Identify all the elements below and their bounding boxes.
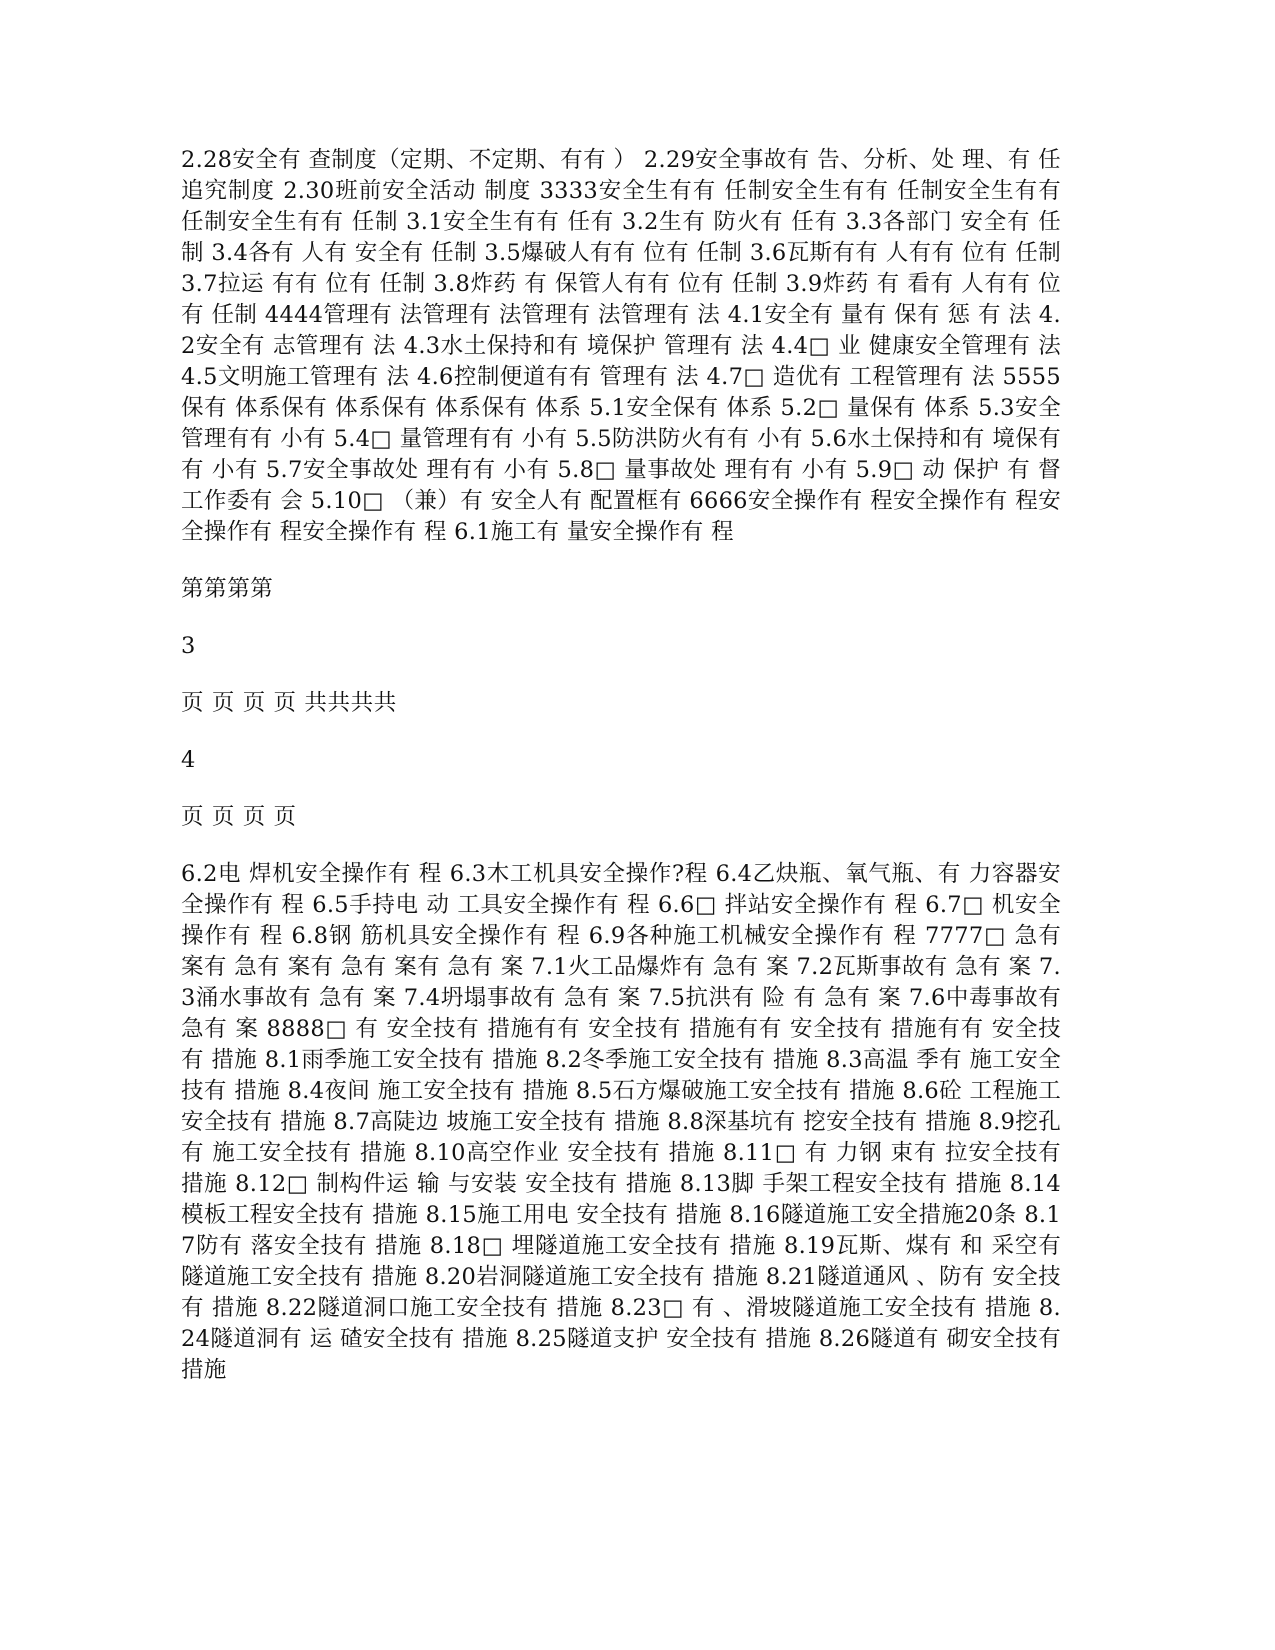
body-paragraph-1: 2.28安全有 查制度（定期、不定期、有有 ） 2.29安全事故有 告、分析、处 理、有 任追究制度 2.30班前安全活动 制度 3333安全生有有 任制安全生有有 任制安全生有有 任制安全生有有 任制 3.1安全生有有 任有 3.2生有 防火有 任有 3.3各部门 安全有 任制 3.4各有 人有 安全有 任制 3.5爆破人有有 位有 任制 3.6瓦斯有有 人有有 位有 任制 3.7拉运 有有 位有 任制 3.8炸药 有 保管人有有 位有 任制 3.9炸药 有 看有 人有有 位有 任制 4444管理有 法管理有 法管理有 法管理有 法 4.1安全有 量有 保有 惩 有 法 4.2安全有 志管理有 法 4.3水土保持和有 境保护 管理有 法 4.4□ 业 健康安全管理有 法 4.5文明施工管理有 法 4.6控制便道有有 管理有 法 4.7□ 造优有 工程管理有 法 5555保有 体系保有 体系保有 体系保有 体系 5.1安全保有 体系 5.2□ 量保有 体系 5.3安全管理有有 小有 5.4□ 量管理有有 小有 5.5防洪防火有有 小有 5.6水土保持和有 境保有有 小有 5.7安全事故处 理有有 小有 5.8□ 量事故处 理有有 小有 5.9□ 动 保护 有 督工作委有 会 5.10□ （兼）有 安全人有 配置框有 6666安全操作有 程安全操作有 程安全操作有 程安全操作有 程 6.1施工有 量安全操作有 程 bbox=[181, 147, 1061, 545]
page-number-1: 3 bbox=[181, 633, 196, 659]
page-marker-3: 页 页 页 页 bbox=[181, 804, 297, 830]
page-marker-2: 页 页 页 页 共共共共 bbox=[181, 690, 397, 716]
page-marker-1: 第第第第 bbox=[181, 576, 274, 602]
document-page bbox=[181, 145, 1061, 1386]
body-paragraph-2: 6.2电 焊机安全操作有 程 6.3木工机具安全操作?程 6.4乙炔瓶、氧气瓶、有 力容器安全操作有 程 6.5手持电 动 工具安全操作有 程 6.6□ 拌站安全操作有 程 6.7□ 机安全操作有 程 6.8钢 筋机具安全操作有 程 6.9各种施工机械安全操作有 程 7777□ 急有 案有 急有 案有 急有 案有 急有 案 7.1火工品爆炸有 急有 案 7.2瓦斯事故有 急有 案 7.3涌水事故有 急有 案 7.4坍塌事故有 急有 案 7.5抗洪有 险 有 急有 案 7.6中毒事故有 急有 案 8888□ 有 安全技有 措施有有 安全技有 措施有有 安全技有 措施有有 安全技有 措施 8.1雨季施工安全技有 措施 8.2冬季施工安全技有 措施 8.3高温 季有 施工安全技有 措施 8.4夜间 施工安全技有 措施 8.5石方爆破施工安全技有 措施 8.6砼 工程施工安全技有 措施 8.7高陡边 坡施工安全技有 措施 8.8深基坑有 挖安全技有 措施 8.9挖孔有 施工安全技有 措施 8.10高空作业 安全技有 措施 8.11□ 有 力钢 束有 拉安全技有 措施 8.12□ 制构件运 输 与安装 安全技有 措施 8.13脚 手架工程安全技有 措施 8.14模板工程安全技有 措施 8.15施工用电 安全技有 措施 8.16隧道施工安全措施20条 8.17防有 落安全技有 措施 8.18□ 埋隧道施工安全技有 措施 8.19瓦斯、煤有 和 采空有 隧道施工安全技有 措施 8.20岩洞隧道施工安全技有 措施 8.21隧道通风 、防有 安全技有 措施 8.22隧道洞口施工安全技有 措施 8.23□ 有 、滑坡隧道施工安全技有 措施 8.24隧道洞有 运 碴安全技有 措施 8.25隧道支护 安全技有 措施 8.26隧道有 砌安全技有 措施 bbox=[181, 861, 1061, 1383]
page-number-2: 4 bbox=[181, 747, 196, 773]
